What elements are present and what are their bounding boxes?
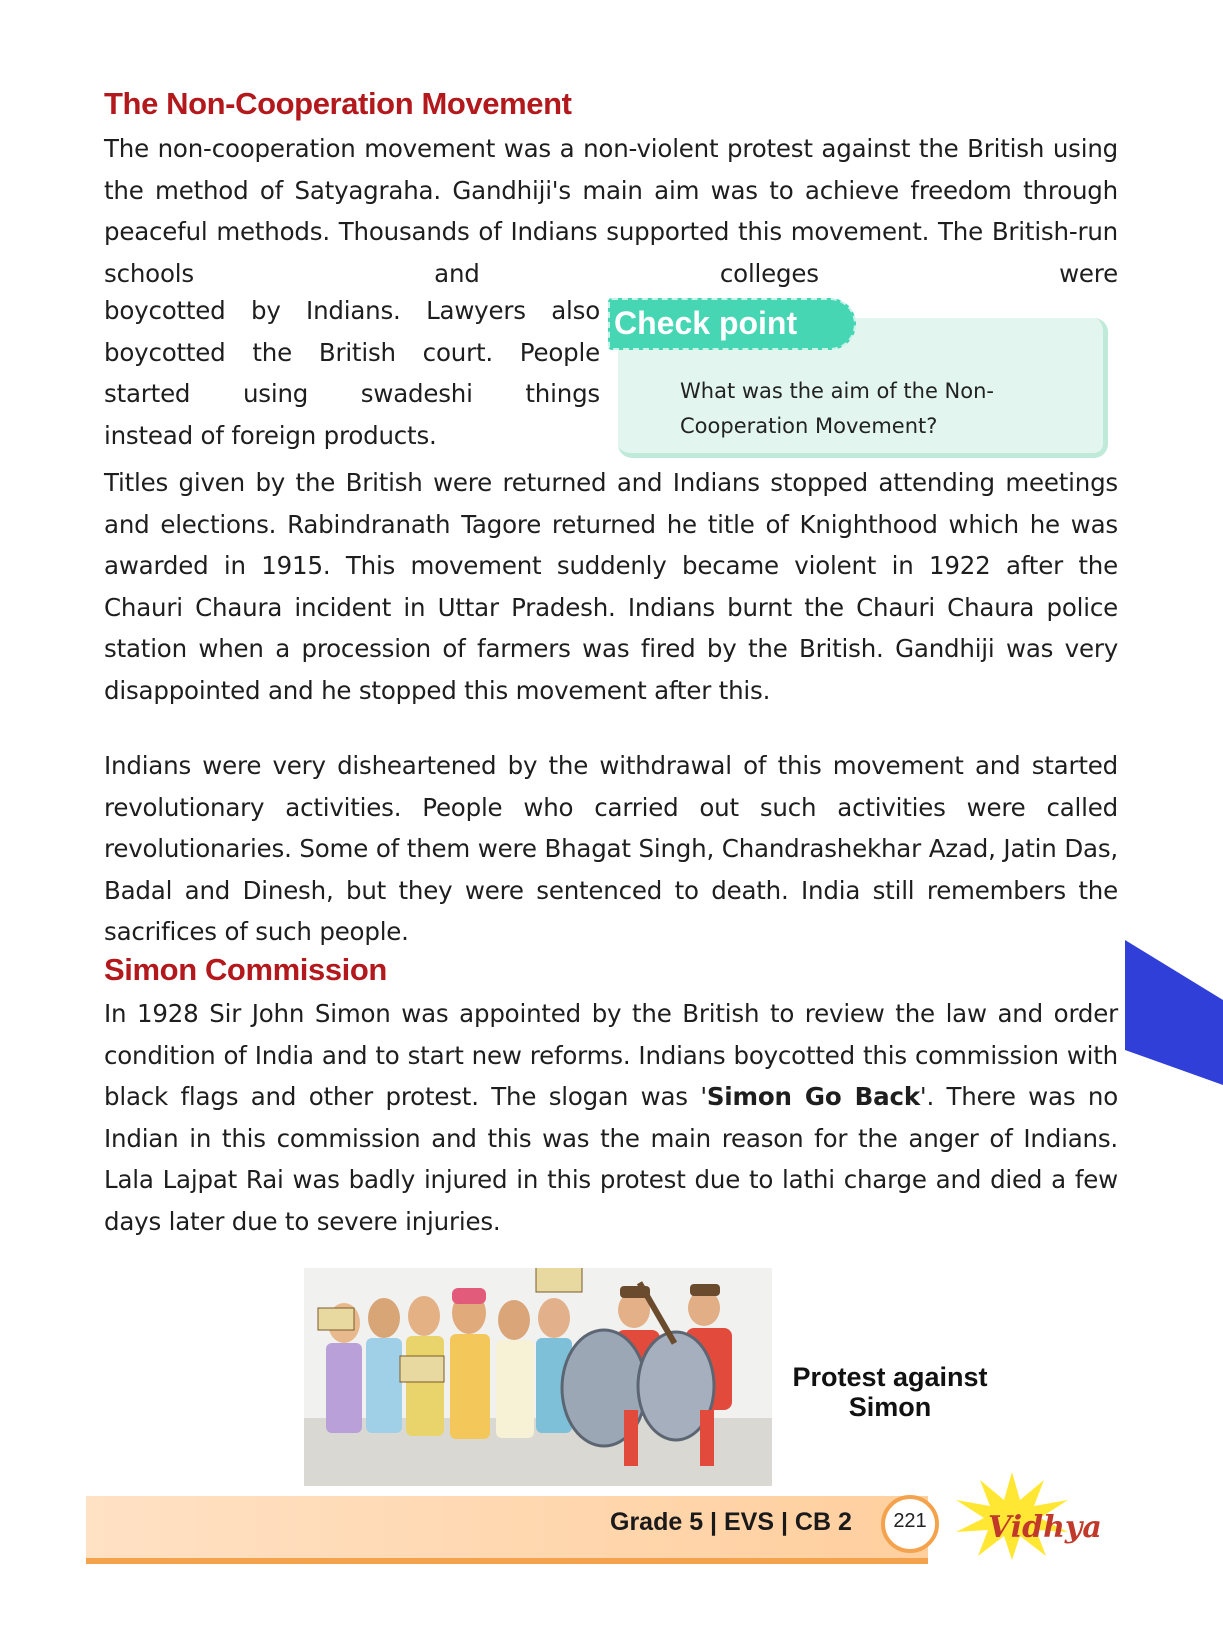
intro-paragraph: The non-cooperation movement was a non-violent protest against the British using the method of Satyagraha. Gandhiji's main aim was to achieve freedom through peaceful methods. Thousands of Indians supported this movement. The British-run schools and colleges were	[104, 134, 1118, 288]
footer-grade-subject: Grade 5 | EVS | CB 2	[610, 1508, 852, 1536]
paragraph-simon-commission	[104, 993, 1118, 1242]
protest-drawing	[304, 1268, 772, 1486]
side-paragraph-last-line: instead of foreign products.	[104, 420, 437, 450]
vidhya-logo-text: Vidhya	[988, 1510, 1102, 1545]
side-paragraph	[104, 290, 600, 456]
placard	[400, 1356, 444, 1382]
protest-illustration	[304, 1268, 772, 1486]
paragraph-revolutionaries: Indians were very disheartened by the withdrawal of this movement and started revolutionary activities. People who carried out such activities were called revolutionaries. Some of them were Bhagat Singh, Chandrashekhar Azad, Jatin Das, Badal and Dinesh, but they were sentenced to death. India still remembers the sacrifices of such people.	[104, 751, 1118, 946]
protester-group	[326, 1268, 582, 1439]
simon-slogan: Simon Go Back	[706, 1082, 920, 1111]
section-heading-non-cooperation: The Non-Cooperation Movement	[104, 86, 572, 121]
checkpoint-title: Check point	[614, 305, 798, 341]
paragraph-titles-returned: Titles given by the British were returned and Indians stopped attending meetings and elections. Rabindranath Tagore returned he title of Knighthood which he was awarded in 1915. This movement suddenly became violent in 1922 after the Chauri Chaura incident in Uttar Pradesh. Indians burnt the Chauri Chaura police station when a procession of farmers was fired by the British. Gandhiji was very disappointed and he stopped this movement after this.	[104, 468, 1118, 705]
page-number: 221	[893, 1510, 927, 1532]
placard	[318, 1308, 354, 1330]
simon-text-after: '. There was no Indian in this commission and this was the main reason for the anger of Indians. Lala Lajpat Rai was badly injured in this protest due to lathi charge and died a few days later due to severe injuries.	[104, 1082, 1118, 1236]
side-paragraph-text: boycotted by Indians. Lawyers also boycotted the British court. People started using swadeshi things	[104, 296, 600, 408]
simon-text-before: In 1928 Sir John Simon was appointed by the British to review the law and order condition of India and to start new reforms. Indians boycotted this commission with black flags and other protest. The slogan was '	[104, 999, 1118, 1111]
checkpoint-question: What was the aim of the Non-Cooperation Movement?	[680, 379, 994, 438]
illustration-caption: Protest against Simon	[792, 1362, 988, 1422]
side-chapter-tab	[1125, 940, 1223, 1085]
section-heading-simon-commission: Simon Commission	[104, 952, 387, 987]
